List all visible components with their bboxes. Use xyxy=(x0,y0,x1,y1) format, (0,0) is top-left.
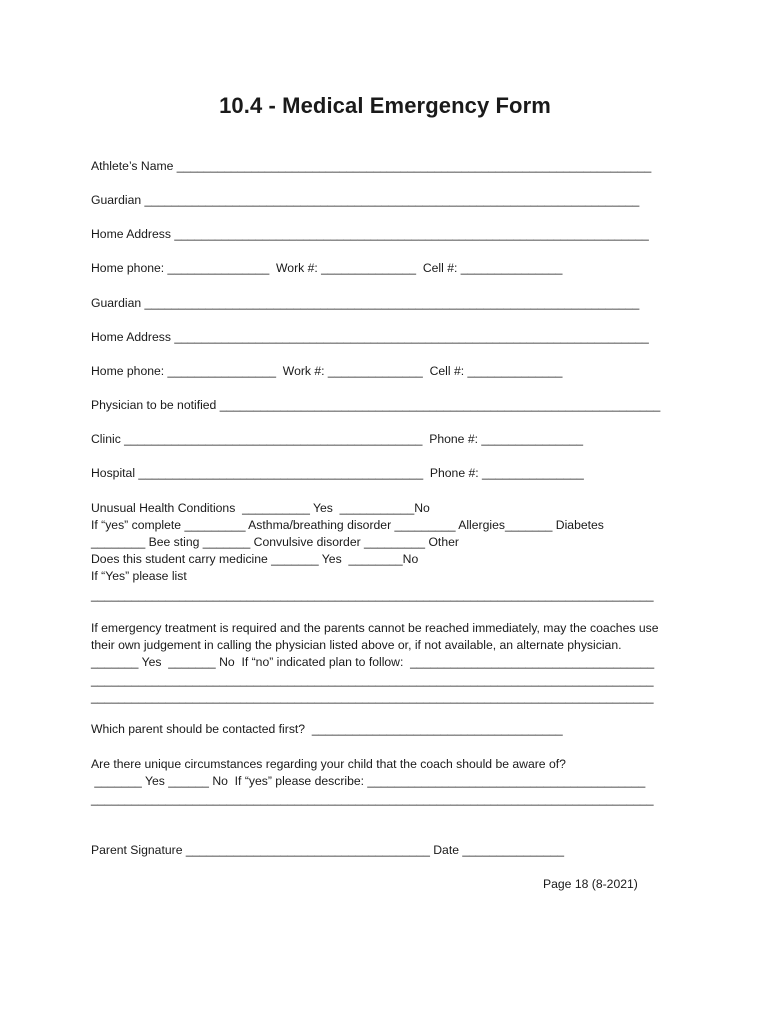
home-address-field: Home Address ______________________________________________________________________ xyxy=(91,227,649,241)
emergency-treatment-text: their own judgement in calling the physician listed above or, if not available, an alternate physician. xyxy=(91,638,622,652)
guardian-field: Guardian _________________________________________________________________________ xyxy=(91,296,640,310)
emergency-plan-line: _______ Yes _______ No If “no” indicated plan to follow: ____________________________________ xyxy=(91,655,655,669)
medicine-list-line: ___________________________________________________________________________________ xyxy=(91,588,654,602)
contact-first-field: Which parent should be contacted first? _____________________________________ xyxy=(91,722,563,736)
guardian-field: Guardian _________________________________________________________________________ xyxy=(91,193,640,207)
health-conditions-detail: ________ Bee sting _______ Convulsive disorder _________ Other xyxy=(91,535,459,549)
medicine-question: Does this student carry medicine _______ Yes ________No xyxy=(91,552,419,566)
medicine-list-label: If “Yes” please list xyxy=(91,569,187,583)
circumstances-answer: _______ Yes ______ No If “yes” please describe: _________________________________________ xyxy=(91,774,646,788)
phone-numbers-field: Home phone: ________________ Work #: ______________ Cell #: ______________ xyxy=(91,364,563,378)
emergency-plan-line: ___________________________________________________________________________________ xyxy=(91,690,654,704)
circumstances-question: Are there unique circumstances regarding your child that the coach should be aware of? xyxy=(91,757,566,771)
circumstances-line: ___________________________________________________________________________________ xyxy=(91,792,654,806)
parent-signature-field: Parent Signature ____________________________________ Date _______________ xyxy=(91,843,565,857)
health-conditions-line: Unusual Health Conditions __________ Yes ___________No xyxy=(91,501,430,515)
physician-field: Physician to be notified _________________________________________________________________ xyxy=(91,398,661,412)
phone-numbers-field: Home phone: _______________ Work #: ______________ Cell #: _______________ xyxy=(91,261,563,275)
home-address-field: Home Address ______________________________________________________________________ xyxy=(91,330,649,344)
clinic-field: Clinic ____________________________________________ Phone #: _______________ xyxy=(91,432,584,446)
athlete-name-field: Athlete’s Name ______________________________________________________________________ xyxy=(91,159,652,173)
emergency-treatment-text: If emergency treatment is required and the parents cannot be reached immediately, may the coaches use xyxy=(91,621,659,635)
page-footer: Page 18 (8-2021) xyxy=(543,877,638,891)
form-title: 10.4 - Medical Emergency Form xyxy=(219,93,551,118)
emergency-plan-line: ___________________________________________________________________________________ xyxy=(91,673,654,687)
health-conditions-detail: If “yes” complete _________ Asthma/breathing disorder _________ Allergies_______ Diabetes xyxy=(91,518,604,532)
hospital-field: Hospital __________________________________________ Phone #: _______________ xyxy=(91,466,584,480)
